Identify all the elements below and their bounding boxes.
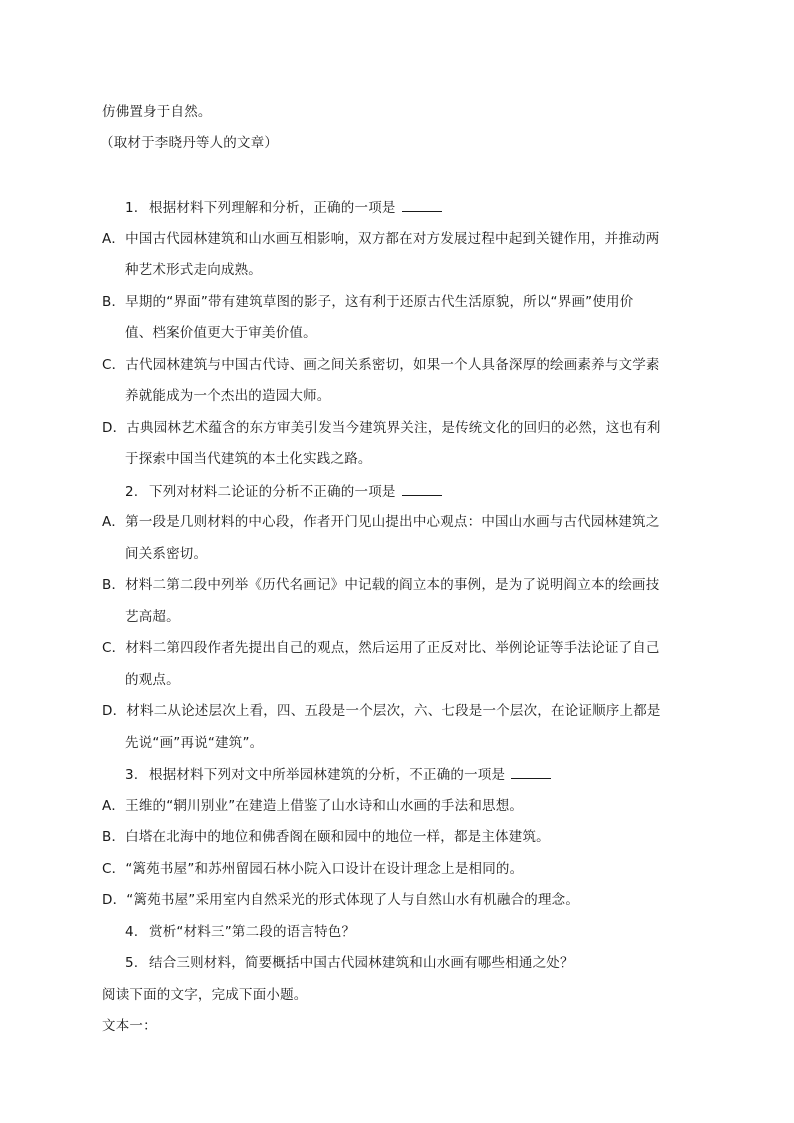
question-3 <box>125 765 551 784</box>
question-number: 4. <box>125 924 139 940</box>
q3-option-c: C．“篱苑书屋”和苏州留园石林小院入口设计在设计理念上是相同的。 <box>102 861 524 877</box>
question-stem: 根据材料下列对文中所举园林建筑的分析，不正确的一项是 <box>149 767 506 783</box>
q2-option-b-cont: 艺高超。 <box>125 609 180 625</box>
source-note: （取材于李晓丹等人的文章） <box>100 135 279 151</box>
answer-blank <box>402 198 442 212</box>
question-number: 3. <box>125 767 139 783</box>
q2-option-c-cont: 的观点。 <box>125 672 180 688</box>
question-number: 2. <box>125 484 139 500</box>
question-stem: 赏析“材料三”第二段的语言特色？ <box>149 924 356 940</box>
answer-blank <box>511 765 551 779</box>
answer-blank <box>402 482 442 496</box>
text-one-label: 文本一： <box>102 1018 157 1034</box>
question-stem: 根据材料下列理解和分析，正确的一项是 <box>149 200 396 216</box>
q1-option-b-cont: 值、档案价值更大于审美价值。 <box>125 325 317 341</box>
q3-option-b: B．白塔在北海中的地位和佛香阁在颐和园中的地位一样，都是主体建筑。 <box>102 829 550 845</box>
q3-option-a: A．王维的“辋川别业”在建造上借鉴了山水诗和山水画的手法和思想。 <box>102 798 524 814</box>
q2-option-c: C．材料二第四段作者先提出自己的观点，然后运用了正反对比、举例论证等手法论证了自己 <box>102 640 660 656</box>
q1-option-b: B．早期的“界面”带有建筑草图的影子，这有利于还原古代生活原貌，所以“界画”使用价 <box>102 294 634 310</box>
reading-instruction: 阅读下面的文字，完成下面小题。 <box>102 987 308 1003</box>
question-2 <box>125 482 442 501</box>
q2-option-d: D．材料二从论述层次上看，四、五段是一个层次，六、七段是一个层次，在论证顺序上都是 <box>102 703 661 719</box>
q1-option-c: C．古代园林建筑与中国古代诗、画之间关系密切，如果一个人具备深厚的绘画素养与文学素 <box>102 357 660 373</box>
question-1 <box>125 198 442 217</box>
q1-option-c-cont: 养就能成为一个杰出的造园大师。 <box>125 388 331 404</box>
q2-option-b: B．材料二第二段中列举《历代名画记》中记载的阎立本的事例，是为了说明阎立本的绘画技 <box>102 577 660 593</box>
question-stem: 结合三则材料，简要概括中国古代园林建筑和山水画有哪些相通之处？ <box>149 955 574 971</box>
q1-option-d-cont: 于探索中国当代建筑的本土化实践之路。 <box>125 451 372 467</box>
q2-option-d-cont: 先说“画”再说“建筑”。 <box>125 735 264 751</box>
q3-option-d: D．“篱苑书屋”采用室内自然采光的形式体现了人与自然山水有机融合的理念。 <box>102 892 580 908</box>
intro-line: 仿佛置身于自然。 <box>102 104 212 120</box>
question-stem: 下列对材料二论证的分析不正确的一项是 <box>149 484 396 500</box>
question-number: 1. <box>125 200 139 216</box>
q1-option-d: D．古典园林艺术蕴含的东方审美引发当今建筑界关注，是传统文化的回归的必然，这也有利 <box>102 420 661 436</box>
q2-option-a: A．第一段是几则材料的中心段，作者开门见山提出中心观点：中国山水画与古代园林建筑之 <box>102 514 660 530</box>
q1-option-a: A．中国古代园林建筑和山水画互相影响，双方都在对方发展过程中起到关键作用，并推动两 <box>102 231 660 247</box>
question-number: 5. <box>125 955 139 971</box>
q1-option-a-cont: 种艺术形式走向成熟。 <box>125 262 262 278</box>
question-4 <box>125 923 355 941</box>
q2-option-a-cont: 间关系密切。 <box>125 546 208 562</box>
question-5 <box>125 954 574 972</box>
